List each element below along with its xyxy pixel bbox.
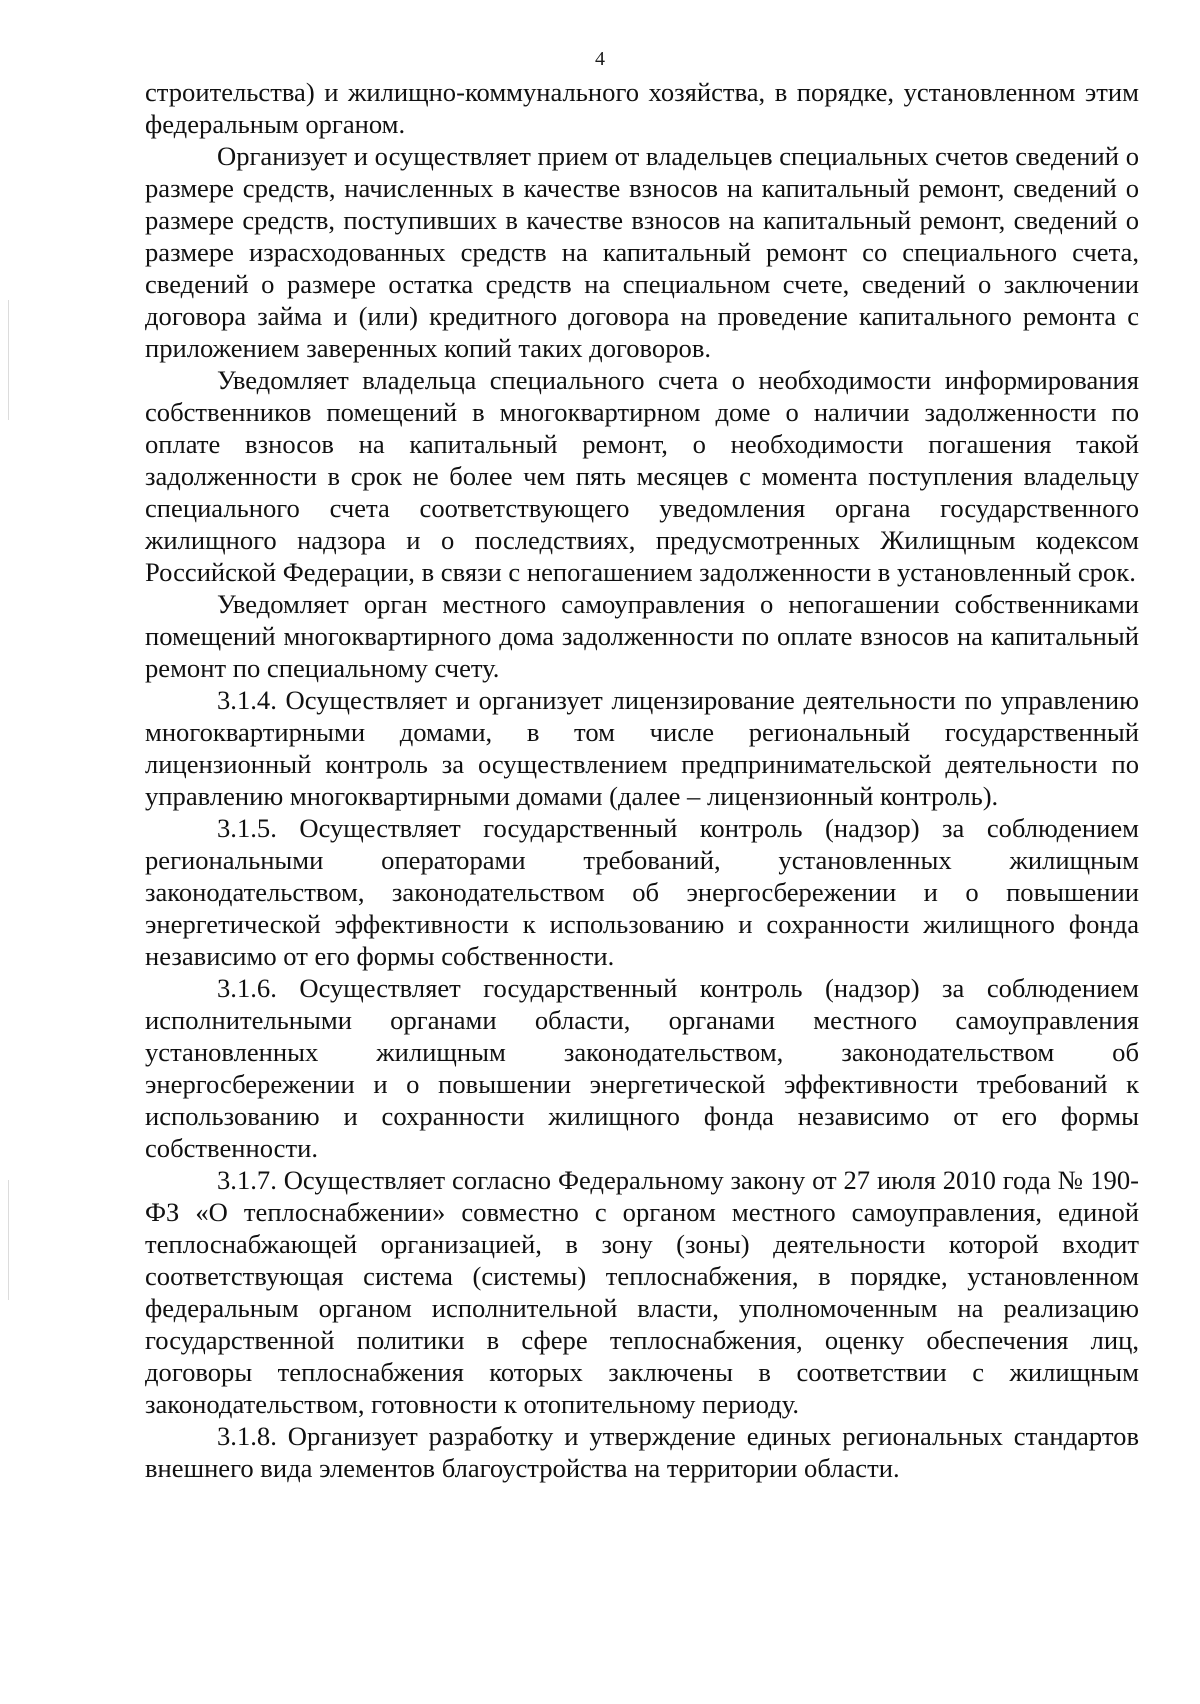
page-number: 4 <box>595 48 605 70</box>
paragraph-continuation: строительства) и жилищно-коммунального хозяйства, в порядке, установленном этим федеральным органом. <box>145 77 1139 139</box>
paragraph: Уведомляет владельца специального счета о необходимости информирования собственников помещений в многоквартирном доме о наличии задолженности по оплате взносов на капитальный ремонт, о необходимости погашения такой задолженности в срок не более чем пять месяцев с момента поступления владельцу специального счета соответствующего уведомления органа государственного жилищного надзора и о последствиях, предусмотренных Жилищным кодексом Российской Федерации, в связи с непогашением задолженности в установленный срок. <box>145 365 1139 587</box>
paragraph-3-1-5: 3.1.5. Осуществляет государственный контроль (надзор) за соблюдением региональными операторами требований, установленных жилищным законодательством, законодательством об энергосбережении и о повышении энергетической эффективности к использованию и сохранности жилищного фонда независимо от его формы собственности. <box>145 813 1139 971</box>
document-body <box>145 76 1139 1484</box>
scan-edge-mark <box>8 1180 9 1300</box>
paragraph: Организует и осуществляет прием от владельцев специальных счетов сведений о размере средств, начисленных в качестве взносов на капитальный ремонт, сведений о размере средств, поступивших в качестве взносов на капитальный ремонт, сведений о размере израсходованных средств на капитальный ремонт со специального счета, сведений о размере остатка средств на специальном счете, сведений о заключении договора займа и (или) кредитного договора на проведение капитального ремонта с приложением заверенных копий таких договоров. <box>145 141 1139 363</box>
paragraph-3-1-4: 3.1.4. Осуществляет и организует лицензирование деятельности по управлению многоквартирными домами, в том числе региональный государственный лицензионный контроль за осуществлением предпринимательской деятельности по управлению многоквартирными домами (далее – лицензионный контроль). <box>145 685 1139 811</box>
scan-edge-mark <box>8 300 9 420</box>
paragraph-3-1-8: 3.1.8. Организует разработку и утверждение единых региональных стандартов внешнего вида элементов благоустройства на территории области. <box>145 1421 1139 1483</box>
paragraph: Уведомляет орган местного самоуправления о непогашении собственниками помещений многоквартирного дома задолженности по оплате взносов на капитальный ремонт по специальному счету. <box>145 589 1139 683</box>
paragraph-3-1-7: 3.1.7. Осуществляет согласно Федеральному закону от 27 июля 2010 года № 190-ФЗ «О теплоснабжении» совместно с органом местного самоуправления, единой теплоснабжающей организацией, в зону (зоны) деятельности которой входит соответствующая система (системы) теплоснабжения, в порядке, установленном федеральным органом исполнительной власти, уполномоченным на реализацию государственной политики в сфере теплоснабжения, оценку обеспечения лиц, договоры теплоснабжения которых заключены в соответствии с жилищным законодательством, готовности к отопительному периоду. <box>145 1165 1139 1419</box>
paragraph-3-1-6: 3.1.6. Осуществляет государственный контроль (надзор) за соблюдением исполнительными органами области, органами местного самоуправления установленных жилищным законодательством, законодательством об энергосбережении и о повышении энергетической эффективности требований к использованию и сохранности жилищного фонда независимо от его формы собственности. <box>145 973 1139 1163</box>
